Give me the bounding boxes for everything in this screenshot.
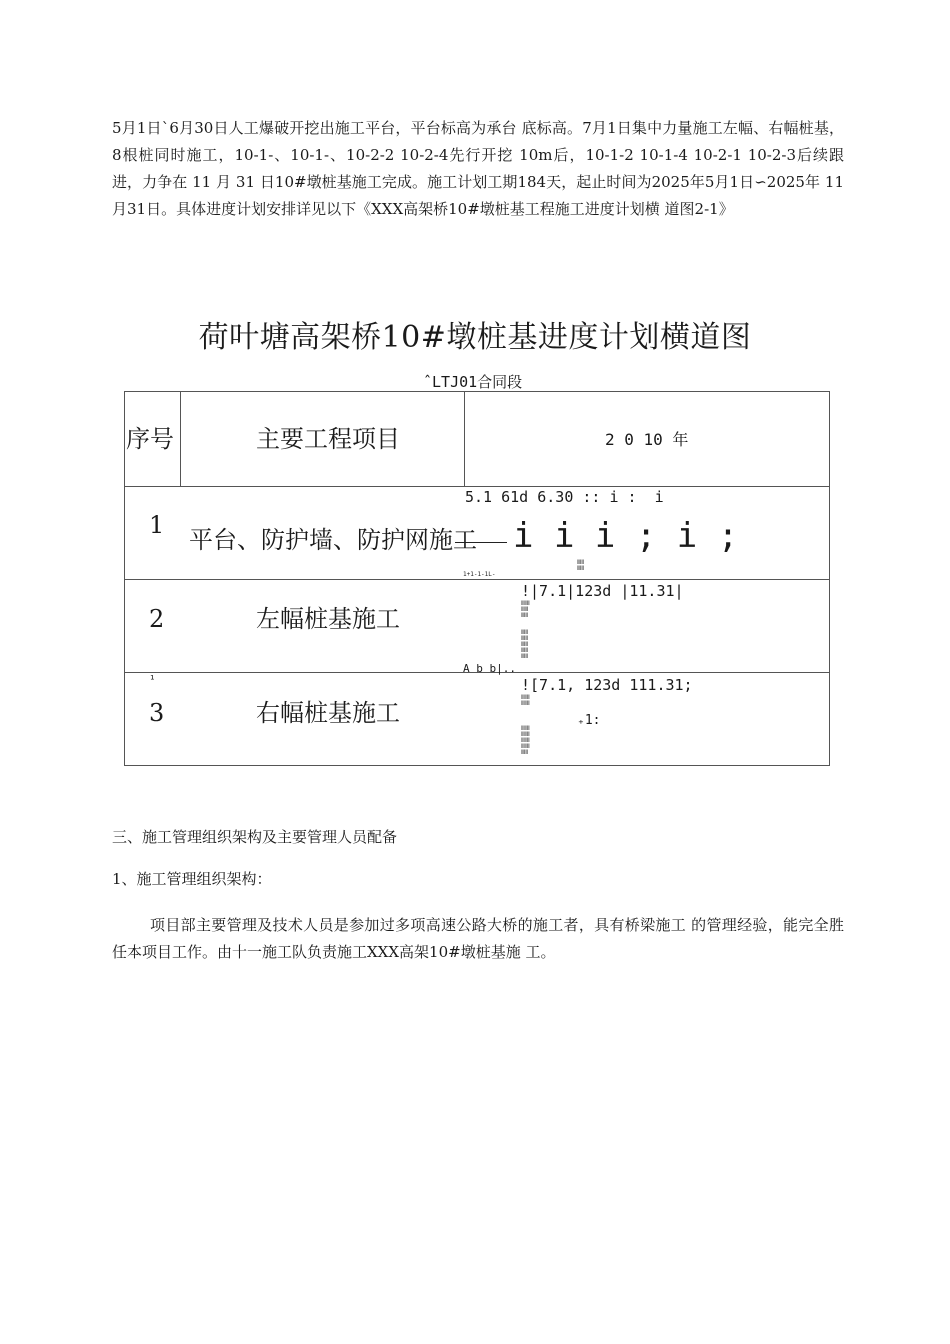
row2-item: 左幅桩基施工: [256, 605, 400, 633]
row3-ticks-lower: ⅡⅡⅡ ⅡⅡⅡ ⅡⅡⅡ ⅡⅡⅡ ⅢⅡ: [521, 725, 530, 756]
row2-ticks-lower: ⅢⅡ ⅢⅡ ⅢⅡ ⅢⅡ ⅢⅡ: [521, 629, 529, 660]
header-seq: 序号: [126, 425, 174, 453]
row3-seq: 3: [149, 699, 165, 727]
row2-foot: A b b|..: [463, 662, 516, 675]
contract-label: ˆLTJ01合同段: [423, 373, 523, 391]
col-divider: [180, 392, 181, 486]
chart-title: 荷叶塘高架桥10#墩桩基进度计划横道图: [198, 320, 752, 355]
row1-marks: i i i ; i ;: [513, 516, 739, 556]
col-divider: [464, 392, 465, 486]
row1-bar: [455, 542, 507, 543]
header-item: 主要工程项目: [256, 425, 400, 453]
row3-item: 右幅桩基施工: [256, 699, 400, 727]
header-year: 2 0 10 年: [605, 430, 689, 449]
row1-item: 平台、防护墙、防护网施工: [189, 526, 477, 554]
sub-heading: 1、施工管理组织架构：: [112, 870, 272, 888]
row-divider: [125, 486, 829, 487]
row2-seq: 2: [149, 605, 165, 633]
row-divider: [125, 579, 829, 580]
row1-seq: 1: [149, 511, 165, 539]
row2-ticks: ⅡⅡⅡ ⅡⅢ ⅢⅡ: [521, 600, 530, 619]
closing-paragraph: 项目部主要管理及技术人员是参加过多项高速公路大桥的施工者，具有桥梁施工 的管理经验，能完全胜任本项目工作。由十一施工队负责施工XXX高架10#墩桩基施 工。: [112, 916, 844, 961]
row1-schedule: 5.1 61d 6.30 :: i : i: [465, 488, 664, 506]
row1-ticks: ⅢⅡ ⅢⅡ: [577, 559, 585, 572]
row2-schedule: !|7.1|123d |11.31|: [521, 582, 684, 600]
row3-schedule: ![7.1, 123d 111.31;: [521, 676, 693, 694]
section-heading: 三、施工管理组织架构及主要管理人员配备: [112, 828, 398, 846]
row3-seq-mark: ¹: [149, 673, 156, 686]
gantt-table: [124, 391, 830, 766]
row3-ticks: ⅡⅡⅡ ⅡⅡⅡ: [521, 694, 530, 707]
intro-paragraph: 5月1日ˋ6月30日人工爆破开挖出施工平台，平台标高为承台 底标高。7月1日集中力量施工左幅、右幅桩基，8根桩同时施工，10-1-、10-1-、10-2-2 10-2-4先行开挖 10m后，10-1-2 10-1-4 10-2-1 10-2-3后续跟进，力争在 11 月 31 日10#墩桩基施工完成。施工计划工期184天，起止时间为2025年5月1日∽2025年 11月31日。具体进度计划安排详见以下《XXX高架桥10#墩桩基工程施工进度计划横 道图2-1》: [112, 119, 844, 218]
row3-mid: ₊1:: [577, 713, 601, 728]
row1-foot: 1+1-1-1L-: [463, 571, 496, 578]
